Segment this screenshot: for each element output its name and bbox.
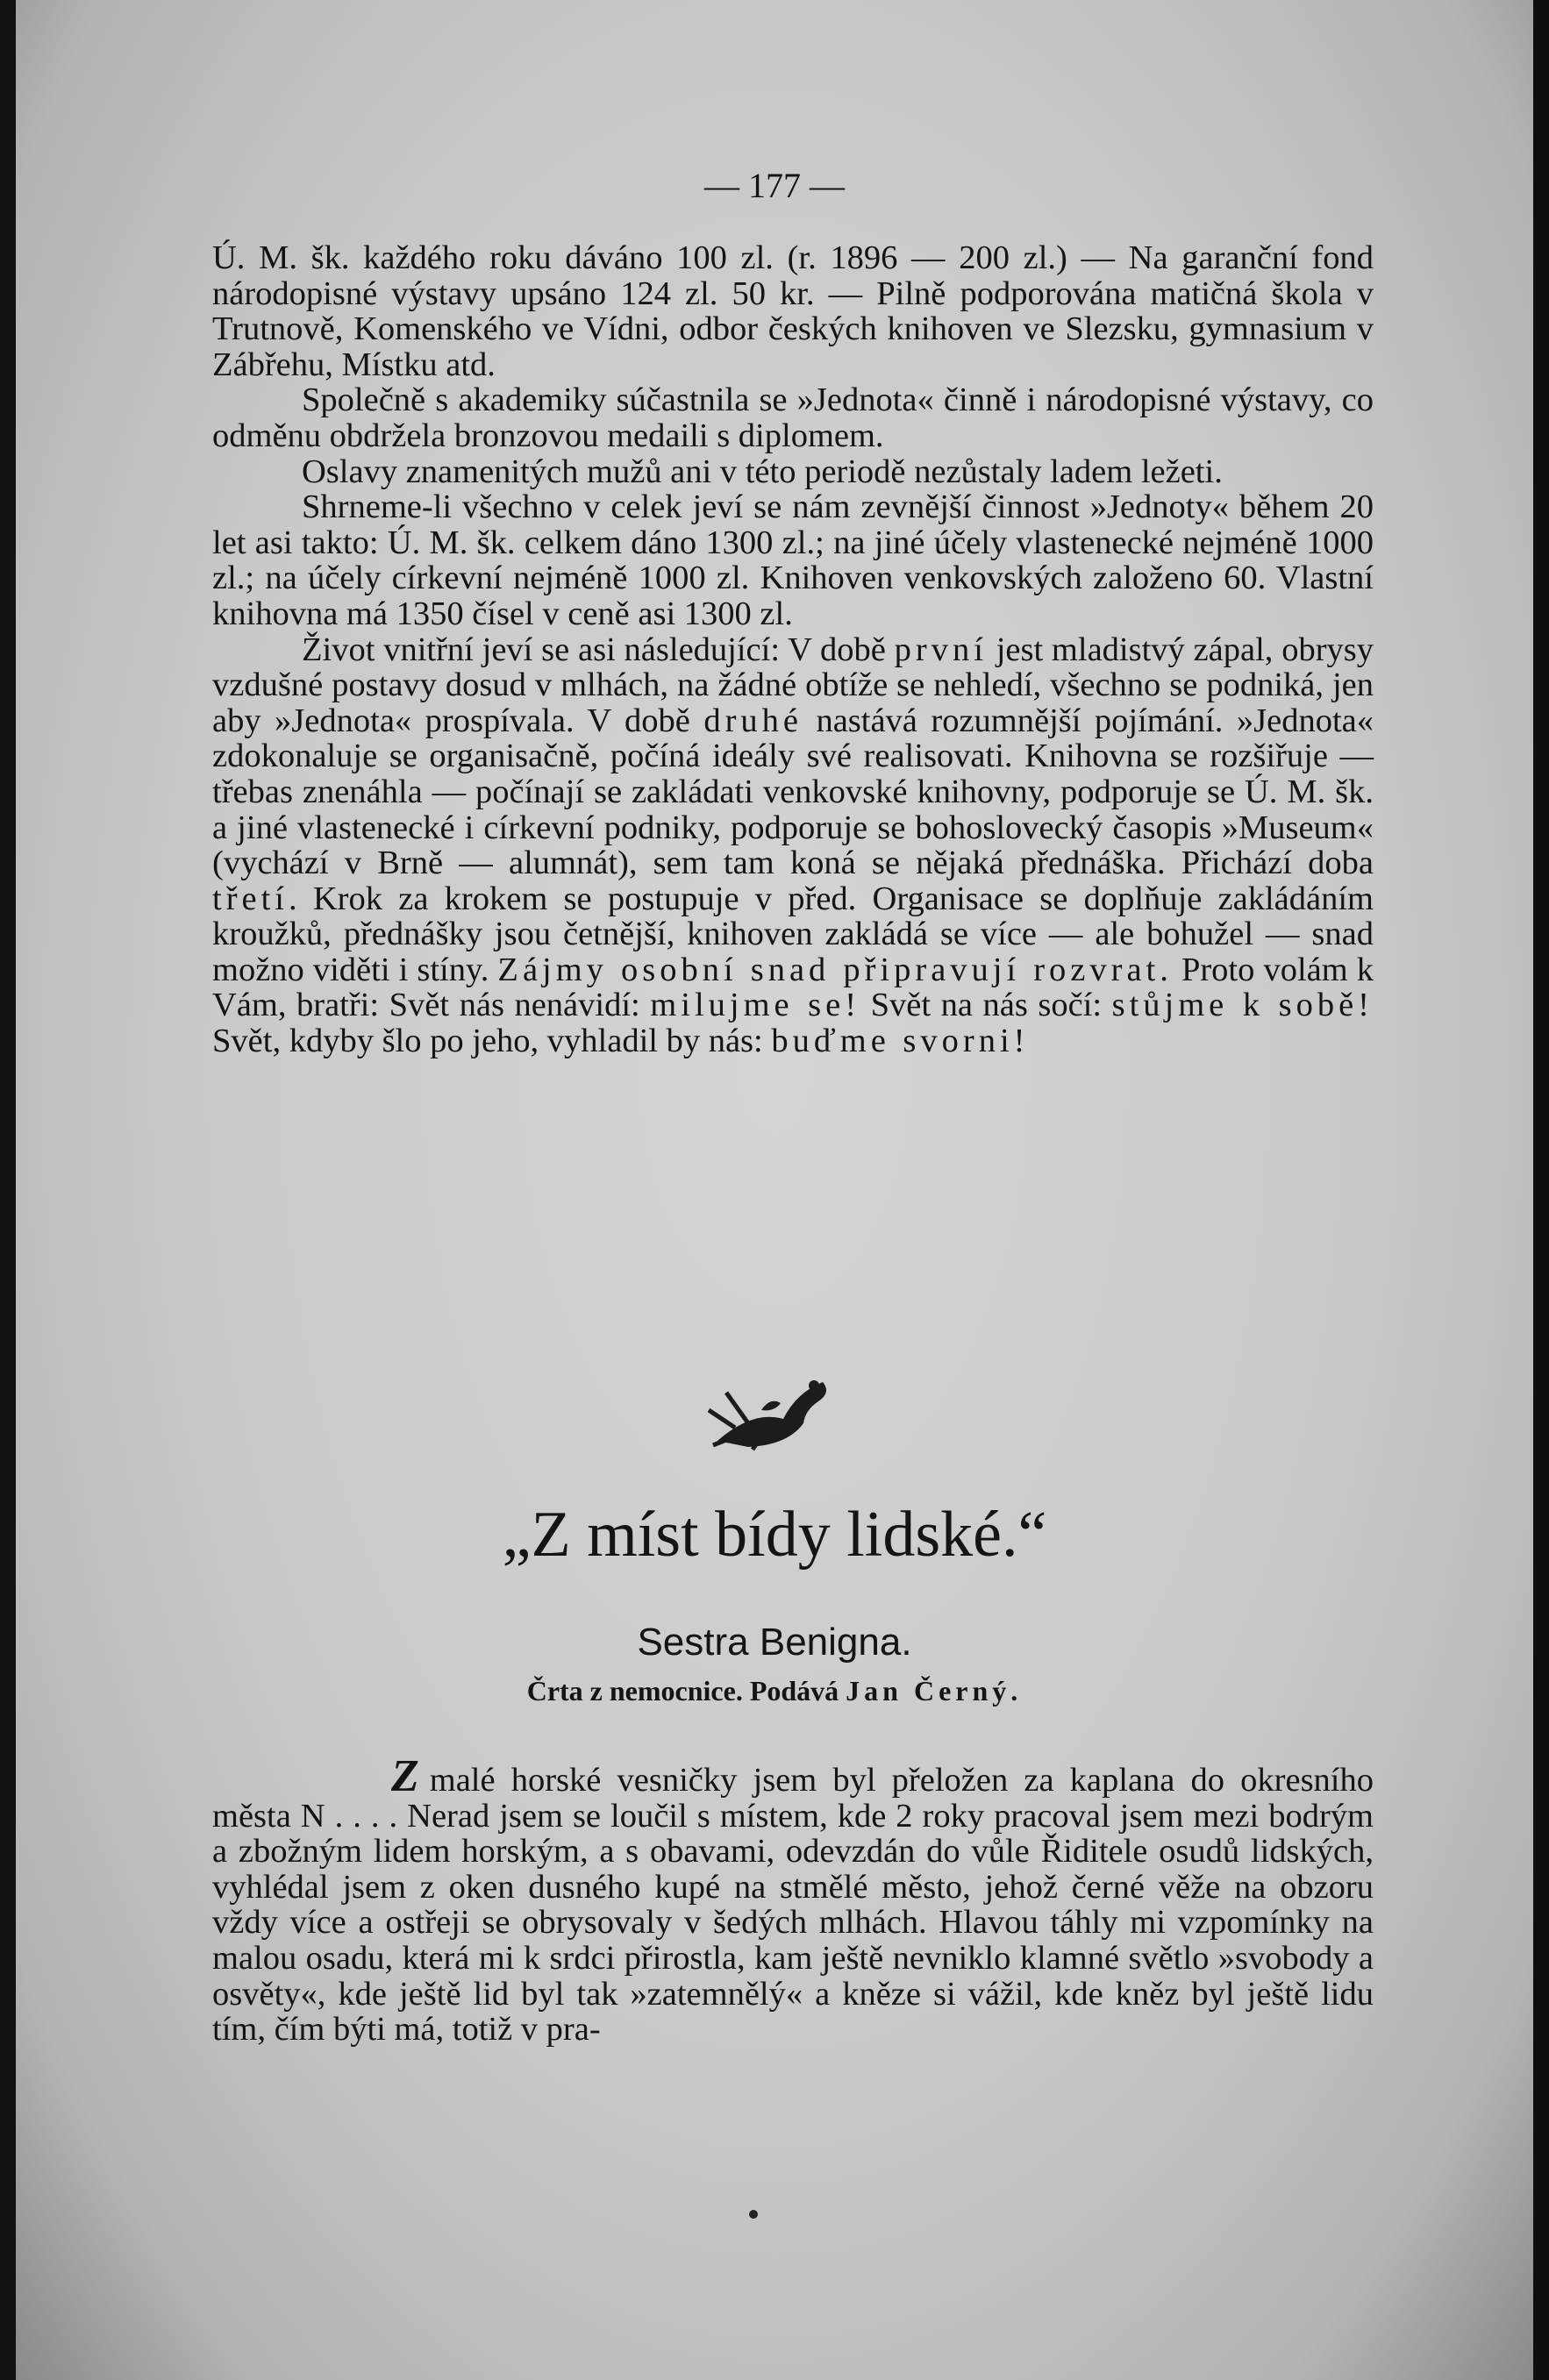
- scan-edge-left: [0, 0, 16, 2380]
- paragraph-2: Společně s akademiky súčastnila se »Jednota« činně i národopisné výstavy, co odměnu obdržela bronzovou medaili s diplomem.: [212, 381, 1374, 454]
- emphasis: Zájmy osobní snad připravují rozvrat.: [497, 951, 1173, 988]
- article-paragraph-1: Z malé horské vesničky jsem byl přeložen za kaplana do okresního města N . . . . Nerad jsem se loučil s místem, kde 2 roky pracoval jsem mezi bodrým a zbožným lidem horským, a s obavami, odevzdán do vůle Řiditele osudů lidských, vyhlédal jsem z oken dusného kupé na stmělé město, jehož černé věže na obzoru vždy více a ostřeji se obrysovaly v šedých mlhách. Hlavou táhly mi vzpomínky na malou osadu, která mi k srdci přirostla, kam ještě nevniklo klamné světlo »svobody a osvěty«, kde ještě lid byl tak »zatemnělý« a kněze si vážil, kde kněz byl ještě lidu tím, čím býti má, totiž v pra-: [212, 1751, 1374, 2049]
- decorative-vignette: [700, 1357, 840, 1463]
- paragraph-3: Oslavy znamenitých mužů ani v této periodě nezůstaly ladem ležeti.: [302, 452, 1223, 490]
- emphasis: stůjme k sobě!: [1111, 987, 1374, 1024]
- emphasis: třetí: [212, 880, 289, 917]
- drop-cap: Z: [391, 1751, 419, 1801]
- ink-speck: [749, 2210, 758, 2219]
- paragraph-4: Shrneme-li všechno v celek jeví se nám zevnější činnost »Jednoty« během 20 let asi takto: Ú. M. šk. celkem dáno 1300 zl.; na jiné účely vlastenecké nejméně 1000 zl.; na účely církevní nejméně 1000 zl. Knihoven venkovských založeno 60. Vlastní knihovna má 1350 čísel v ceně asi 1300 zl.: [212, 488, 1374, 632]
- article-body: [212, 1751, 1374, 2049]
- paragraph-1: Ú. M. šk. každého roku dáváno 100 zl. (r. 1896 — 200 zl.) — Na garanční fond národopisné výstavy upsáno 124 zl. 50 kr. — Pilně podporována matičná škola v Trutnově, Komenského ve Vídni, odbor českých knihoven ve Slezsku, gymnasium v Zábřehu, Místku atd.: [212, 239, 1374, 383]
- article-byline: Črta z nemocnice. Podává Jan Černý.: [526, 1675, 1023, 1707]
- emphasis: druhé: [703, 702, 803, 739]
- emphasis: buďme svorni!: [771, 1023, 1030, 1060]
- emphasis: první: [894, 631, 988, 668]
- section-text: [212, 240, 1374, 1059]
- book-page: [16, 0, 1533, 2380]
- scan-edge-right: [1533, 0, 1549, 2380]
- paragraph-5: Život vnitřní jeví se asi následující: V době první jest mladistvý zápal, obrysy vzdušné postavy dosud v mlhách, na žádné obtíže se nehledí, všechno se podniká, jen aby »Jednota« prospívala. V době druhé nastává rozumnější pojímání. »Jednota« zdokonaluje se organisačně, počíná ideály své realisovati. Knihovna se rozšiřuje — třebas znenáhla — počínají se zakládati venkovské knihovny, podporuje se Ú. M. šk. a jiné vlastenecké i církevní podniky, podporuje se bohoslovecký časopis »Museum« (vychází v Brně — alumnát), sem tam koná se nějaká přednáška. Přichází doba třetí. Krok za krokem se postupuje v před. Organisace se doplňuje zakládáním kroužků, přednášky jsou četnější, knihoven zakládá se více — ale bohužel — snad možno viděti i stíny. Zájmy osobní snad připravují rozvrat. Proto volám k Vám, bratři: Svět nás nenávidí: milujme se! Svět na nás sočí: stůjme k sobě! Svět, kdyby šlo po jeho, vyhladil by nás: buďme svorni!: [212, 631, 1374, 1060]
- article-subtitle: Sestra Benigna.: [637, 1621, 912, 1664]
- article-title: „Z míst bídy lidské.“: [502, 1499, 1047, 1571]
- emphasis: milujme se!: [650, 987, 861, 1024]
- author-name: Jan Černý.: [846, 1675, 1023, 1707]
- page-number: — 177 —: [704, 166, 845, 205]
